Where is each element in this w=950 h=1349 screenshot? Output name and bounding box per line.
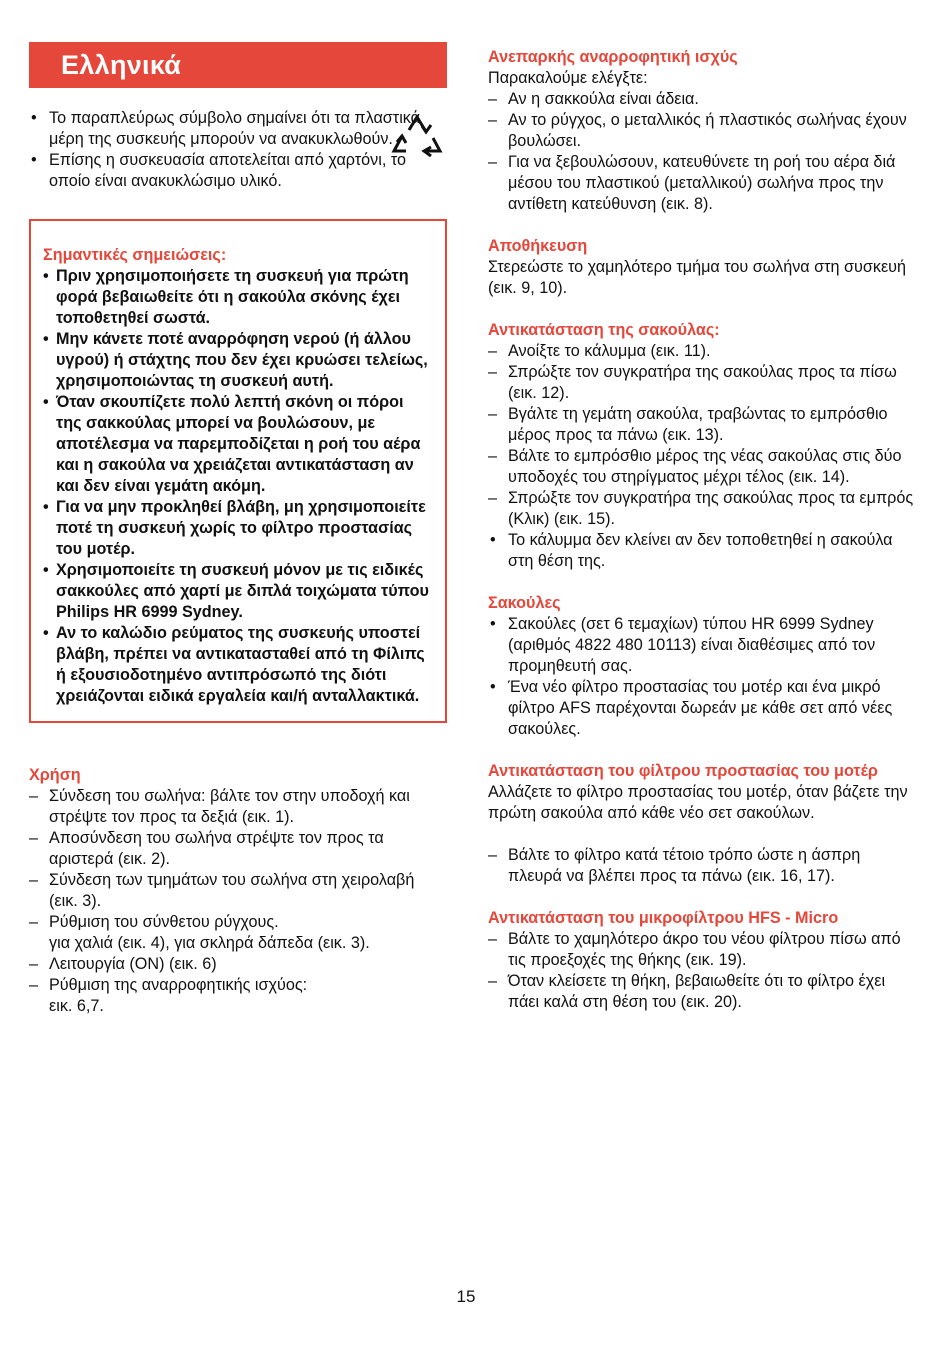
bags-item: • Σακούλες (σετ 6 τεμαχίων) τύπου HR 6999 Sydney (αριθμός 4822 480 10113) είναι διαθέσιμες από τον προμηθευτή σας. — [488, 614, 918, 677]
note-item: • Για να μην προκληθεί βλάβη, μη χρησιμοποιείτε ποτέ τη συσκευή χωρίς το φίλτρο προστασίας του μοτέρ. — [43, 497, 433, 560]
bag-replacement-list — [488, 341, 918, 572]
notes-title: Σημαντικές σημειώσεις: — [43, 246, 227, 264]
note-item: • Αν το καλώδιο ρεύματος της συσκευής υποστεί βλάβη, πρέπει να αντικατασταθεί από τη Φίλιπς ή εξουσιοδοτημένο αντιπρόσωπό της διότι χρειάζονται ειδικά εργαλεία και/ή ανταλλακτικά. — [43, 623, 433, 707]
right-column — [488, 47, 918, 1013]
usage-item — [29, 975, 447, 1017]
micro-filter-title: Αντικατάσταση του μικροφίλτρου HFS - Micro — [488, 909, 839, 927]
storage-title: Αποθήκευση — [488, 237, 588, 255]
motor-filter-text: Αλλάζετε το φίλτρο προστασίας του μοτέρ, όταν βάζετε την πρώτη σακούλα από κάθε νέο σετ σακούλων. — [488, 783, 908, 822]
step-item: – Σπρώξτε τον συγκρατήρα της σακούλας προς τα πίσω (εικ. 12). — [488, 362, 918, 404]
language-header: Ελληνικά — [29, 42, 447, 88]
check-item: – Για να ξεβουλώσουν, κατευθύνετε τη ροή του αέρα διά μέσου του πλαστικού (μεταλλικού) σωλήνα προς την αντίθετη κατεύθυνση (εικ. 8). — [488, 152, 918, 215]
usage-item-detail: εικ. 6,7. — [49, 997, 104, 1015]
usage-item: – Σύνδεση των τμημάτων του σωλήνα στη χειρολαβή (εικ. 3). — [29, 870, 447, 912]
usage-item — [29, 912, 447, 954]
usage-item: – Σύνδεση του σωλήνα: βάλτε τον στην υποδοχή και στρέψτε τον προς τα δεξιά (εικ. 1). — [29, 786, 447, 828]
usage-item-text: Ρύθμιση της αναρροφητικής ισχύος: — [49, 976, 308, 994]
left-column — [29, 42, 447, 1017]
motor-filter-list — [488, 845, 918, 887]
micro-filter-section — [488, 908, 918, 1013]
note-item: • Πριν χρησιμοποιήσετε τη συσκευή για πρώτη φορά βεβαιωθείτε ότι η σακούλα σκόνης έχει τοποθετηθεί σωστά. — [43, 266, 433, 329]
usage-title: Χρήση — [29, 766, 81, 784]
bags-item: • Ένα νέο φίλτρο προστασίας του μοτέρ και ένα μικρό φίλτρο AFS παρέχονται δωρεάν με κάθε σετ από νέες σακούλες. — [488, 677, 918, 740]
usage-list — [29, 786, 447, 1017]
step-item: – Βγάλτε τη γεμάτη σακούλα, τραβώντας το εμπρόσθιο μέρος προς τα πάνω (εικ. 13). — [488, 404, 918, 446]
usage-section — [29, 765, 447, 1017]
step-item: – Ανοίξτε το κάλυμμα (εικ. 11). — [488, 341, 918, 362]
note-item: • Όταν σκουπίζετε πολύ λεπτή σκόνη οι πόροι της σακκούλας μπορεί να βουλώσουν, με αποτέλεσμα να παρεμποδίζεται η ροή του αέρα και η σακούλα να χρειάζεται αντικατάσταση αν και δεν είναι γεμάτη ακόμη. — [43, 392, 433, 497]
micro-filter-list — [488, 929, 918, 1013]
notes-list — [43, 266, 433, 707]
intro-list — [29, 108, 447, 192]
motor-filter-step: – Βάλτε το φίλτρο κατά τέτοιο τρόπο ώστε η άσπρη πλευρά να βλέπει προς τα πάνω (εικ. 16, 17). — [488, 845, 918, 887]
check-item: – Αν το ρύγχος, ο μεταλλικός ή πλαστικός σωλήνας έχουν βουλώσει. — [488, 110, 918, 152]
check-item: – Αν η σακκούλα είναι άδεια. — [488, 89, 918, 110]
bag-replacement-title: Αντικατάσταση της σακούλας: — [488, 321, 720, 339]
storage-text: Στερεώστε το χαμηλότερο τμήμα του σωλήνα στη συσκευή (εικ. 9, 10). — [488, 258, 907, 297]
insufficient-list — [488, 89, 918, 215]
note-item: • Χρησιμοποιείτε τη συσκευή μόνον με τις ειδικές σακκούλες από χαρτί με διπλά τοιχώματα τύπου Philips HR 6999 Sydney. — [43, 560, 433, 623]
micro-filter-step: – Βάλτε το χαμηλότερο άκρο του νέου φίλτρου πίσω από τις προεξοχές της θήκης (εικ. 19). — [488, 929, 918, 971]
page-number: 15 — [456, 1287, 476, 1306]
step-item: – Βάλτε το εμπρόσθιο μέρος της νέας σακούλας στις δύο υποδοχές του στηρίγματος μέχρι τέλος (εικ. 14). — [488, 446, 918, 488]
bag-replacement-section — [488, 320, 918, 572]
bags-section — [488, 593, 918, 740]
motor-filter-title: Αντικατάσταση του φίλτρου προστασίας του μοτέρ — [488, 762, 878, 780]
usage-item-text: Ρύθμιση του σύνθετου ρύγχους. — [49, 913, 279, 931]
intro-item: • Επίσης η συσκευασία αποτελείται από χαρτόνι, το οποίο είναι ανακυκλώσιμο υλικό. — [29, 150, 447, 192]
intro-item: • Το παραπλεύρως σύμβολο σημαίνει ότι τα πλαστικά μέρη της συσκευής μπορούν να ανακυκλωθούν. — [29, 108, 447, 150]
usage-item-detail: για χαλιά (εικ. 4), για σκληρά δάπεδα (εικ. 3). — [49, 934, 370, 952]
usage-item: – Αποσύνδεση του σωλήνα στρέψτε τον προς τα αριστερά (εικ. 2). — [29, 828, 447, 870]
step-note: • Το κάλυμμα δεν κλείνει αν δεν τοποθετηθεί η σακούλα στη θέση της. — [488, 530, 918, 572]
insufficient-title: Ανεπαρκής αναρροφητική ισχύς — [488, 48, 738, 66]
note-item: • Μην κάνετε ποτέ αναρρόφηση νερού (ή άλλου υγρού) ή στάχτης που δεν έχει κρυώσει τελείως, χρησιμοποιώντας τη συσκευή αυτή. — [43, 329, 433, 392]
intro-section — [29, 108, 447, 192]
storage-section — [488, 236, 918, 299]
important-notes-box — [29, 219, 447, 723]
insufficient-intro: Παρακαλούμε ελέγξτε: — [488, 69, 648, 87]
usage-item: – Λειτουργία (ON) (εικ. 6) — [29, 954, 447, 975]
bags-title: Σακούλες — [488, 594, 561, 612]
step-item: – Σπρώξτε τον συγκρατήρα της σακούλας προς τα εμπρός (Κλικ) (εικ. 15). — [488, 488, 918, 530]
bags-list — [488, 614, 918, 740]
insufficient-suction-section — [488, 47, 918, 215]
micro-filter-step: – Όταν κλείσετε τη θήκη, βεβαιωθείτε ότι το φίλτρο έχει πάει καλά στη θέση του (εικ. 20). — [488, 971, 918, 1013]
motor-filter-section — [488, 761, 918, 887]
